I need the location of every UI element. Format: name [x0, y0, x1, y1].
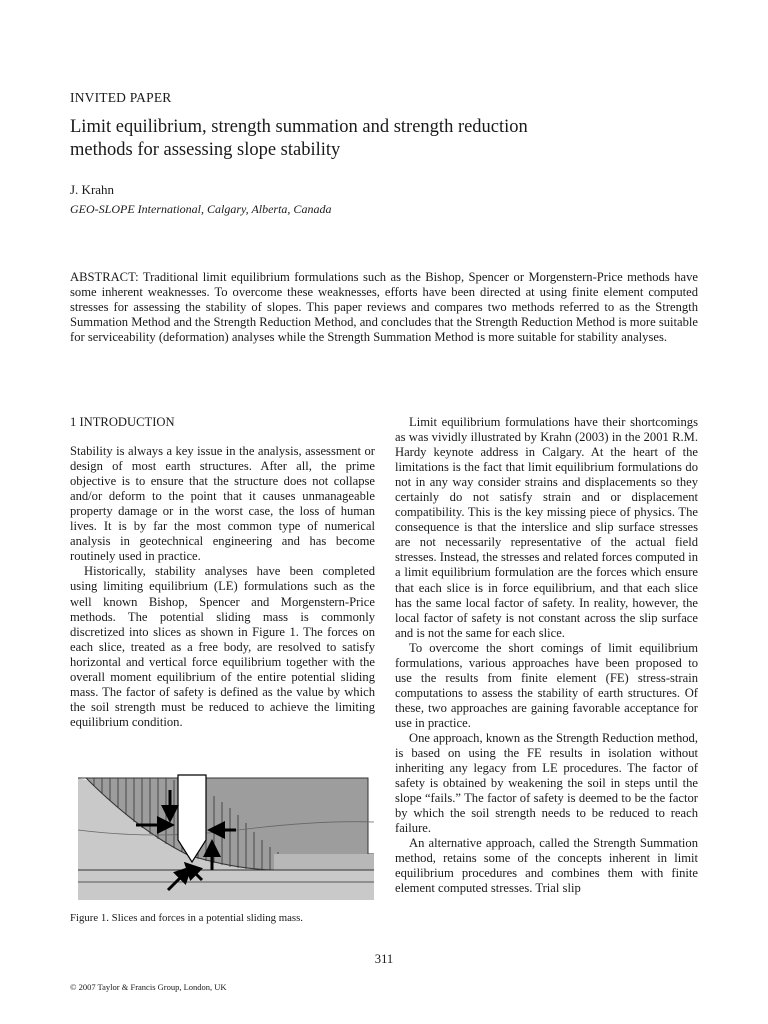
copyright-notice: © 2007 Taylor & Francis Group, London, UK [70, 982, 227, 992]
page-number: 311 [374, 952, 394, 966]
section-heading-introduction: 1 INTRODUCTION [70, 415, 175, 429]
title-line-1: Limit equilibrium, strength summation and strength reduction [70, 117, 528, 137]
intro-paragraph-2: Historically, stability analyses have been completed using limiting equilibrium (LE) formulations such as the well known Bishop, Spencer and Morgenstern-Price methods. The potential sliding mass is commonly discretized into slices as shown in Figure 1. The forces on each slice, treated as a free body, are resolved to satisfy horizontal and vertical force equilibrium together with the overall moment equilibrium of the entire potential sliding mass. The factor of safety is defined as the value by which the soil strength must be reduced to achieve the limiting equilibrium condition. [70, 564, 375, 729]
abstract: ABSTRACT: Traditional limit equilibrium formulations such as the Bishop, Spencer or Morgenstern-Price methods have some inherent weaknesses. To overcome these weaknesses, efforts have been directed at using finite element computed stresses for assessing the stability of slopes. This paper reviews and compares two methods referred to as the Strength Summation Method and the Strength Reduction Method, and concludes that the Strength Reduction Method is more suitable for serviceability (deformation) analyses while the Strength Summation Method is more suitable for stability analyses. [70, 270, 698, 344]
paper-type-label: INVITED PAPER [70, 90, 172, 105]
right-paragraph-3: One approach, known as the Strength Reduction method, is based on using the FE results in isolation without inheriting any legacy from LE procedures. The factor of safety is obtained by weakening the soil in steps until the slope “fails.” The factor of safety is deemed to be the factor by which the soil strength needs to be reduced to reach failure. [395, 730, 698, 836]
right-paragraph-1: Limit equilibrium formulations have their shortcomings as was vividly illustrated by Krahn (2003) in the 2001 R.M. Hardy keynote address in Calgary. At the heart of the limitations is the fact that limit equilibrium formulations do not in any way consider strains and displacements so they certainly do not satisfy strain and or displacement compatibility. This is the key missing piece of physics. The consequence is that the interslice and slip surface stresses are not necessarily representative of the actual field stresses. Instead, the stresses and related forces computed in a limit equilibrium formulation are the forces which ensure that each slice is in force equilibrium, and that each slice has the same local factor of safety. In reality, however, the local factor of safety is not constant across the slip surface and is not the same for each slice. [395, 415, 698, 640]
toe-region [274, 854, 374, 870]
figure-1-caption: Figure 1. Slices and forces in a potential sliding mass. [70, 912, 303, 924]
right-paragraph-4: An alternative approach, called the Strength Summation method, retains some of the concepts inherent in limit equilibrium procedures and combines them with finite element computed stresses. Trial slip [395, 836, 698, 896]
paper-title [70, 116, 710, 162]
author-name: J. Krahn [70, 182, 115, 197]
title-line-2: methods for assessing slope stability [70, 140, 341, 160]
author-affiliation: GEO-SLOPE International, Calgary, Alberta, Canada [70, 202, 332, 216]
right-paragraph-2: To overcome the short comings of limit equilibrium formulations, various approaches have been proposed to use the results from finite element (FE) stress-strain computations to assess the stability of earth structures. Of these, two approaches are gaining favorable acceptance for use in practice. [395, 640, 698, 730]
right-column [395, 415, 698, 897]
left-column [70, 415, 375, 730]
figure-1-slope-diagram [78, 770, 374, 900]
intro-paragraph-1: Stability is always a key issue in the analysis, assessment or design of most earth structures. After all, the prime objective is to ensure that the structure does not collapse and/or deform to the point that it causes unmanageable property damage or in the worst case, the loss of human lives. It is by far the most common type of numerical analysis in geotechnical engineering and has become routinely used in practice. [70, 444, 375, 564]
